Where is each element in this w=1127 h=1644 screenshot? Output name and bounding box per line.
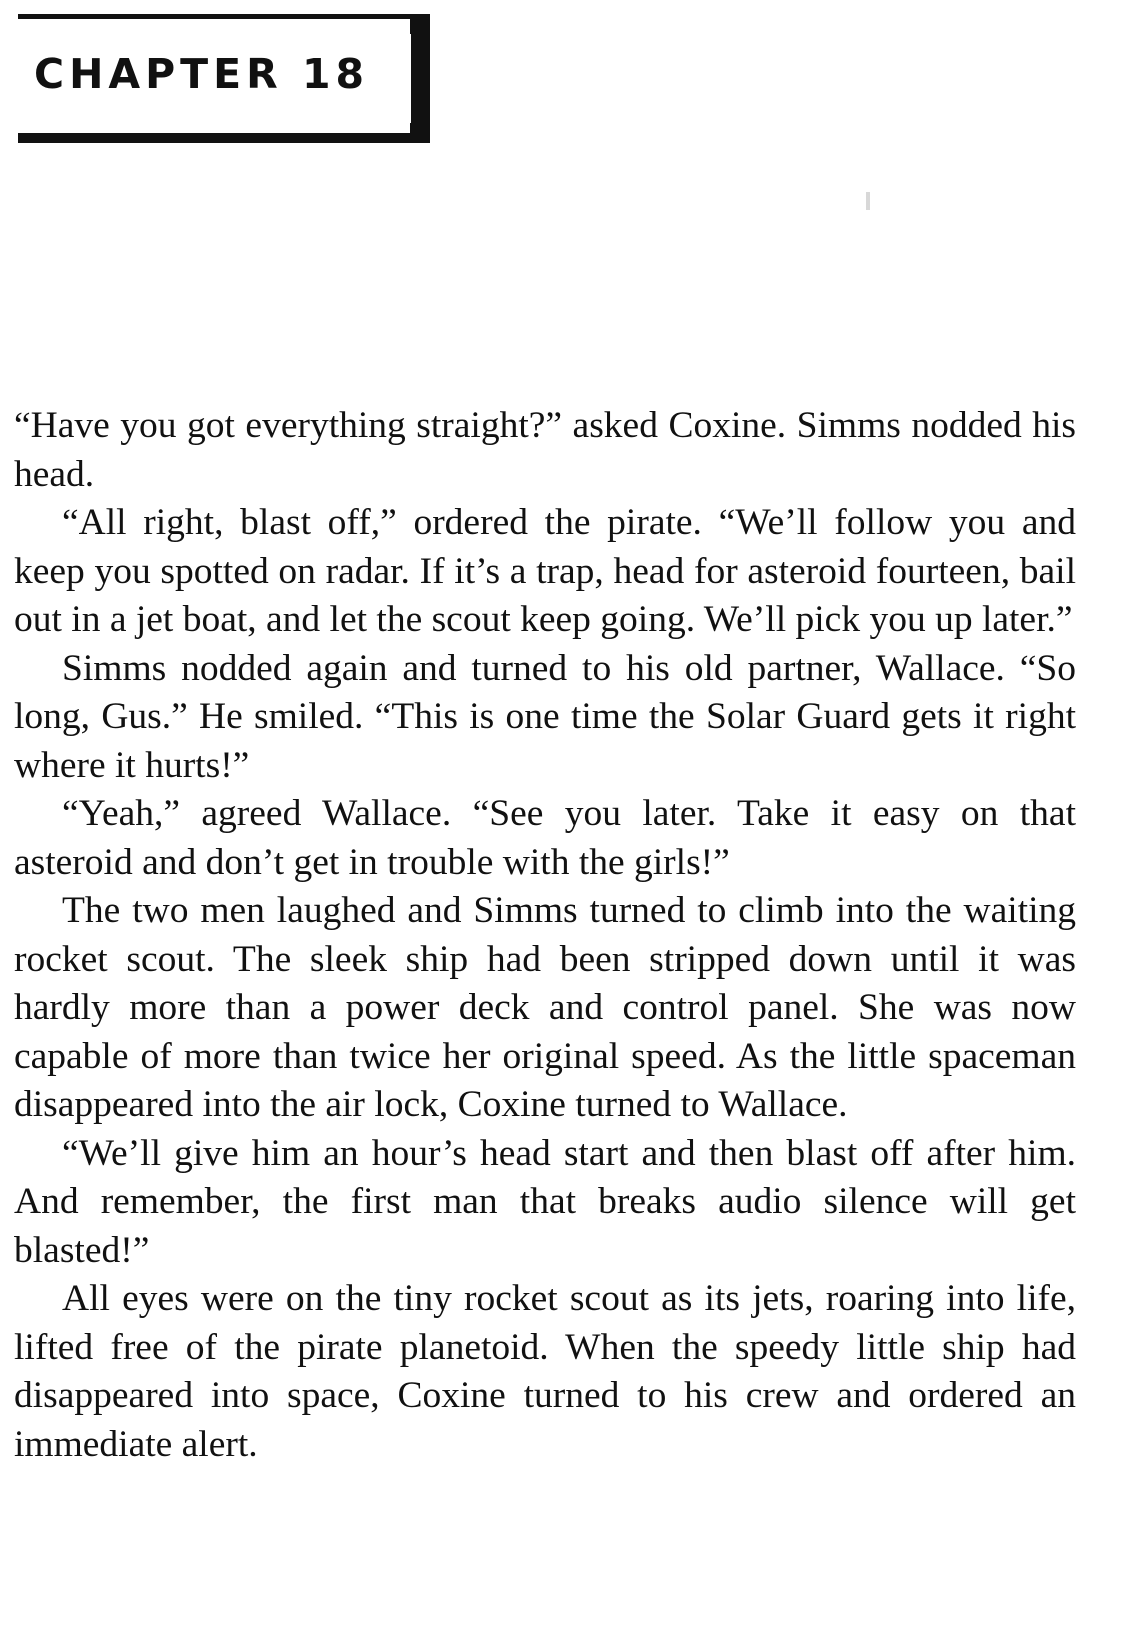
heading-bar-notch (403, 34, 411, 123)
paragraph: “Yeah,” agreed Wallace. “See you later. Take it easy on that asteroid and don’t get in trouble with the girls!” (14, 793, 1076, 883)
paragraph: Simms nodded again and turned to his old partner, Wallace. “So long, Gus.” He smiled. “This is one time the Solar Guard gets it right where it hurts!” (14, 647, 1076, 786)
heading-rule-bottom (18, 133, 430, 143)
heading-bar-right (410, 14, 430, 143)
paragraph: The two men laughed and Simms turned to climb into the waiting rocket scout. The sleek ship had been stripped down until it was hardly more than a power deck and control panel. She was now capable of more than twice her original speed. As the little spaceman disappeared into the air lock, Coxine turned to Wallace. (14, 890, 1076, 1125)
paragraph: “We’ll give him an hour’s head start and then blast off after him. And remember, the first man that breaks audio silence will get blasted!” (14, 1132, 1076, 1271)
heading-rule-top (18, 14, 430, 19)
body-text (14, 402, 1076, 1469)
paragraph: “All right, blast off,” ordered the pirate. “We’ll follow you and keep you spotted on radar. If it’s a trap, head for asteroid fourteen, bail out in a jet boat, and let the scout keep going. We’ll pick you up later.” (14, 502, 1076, 640)
scan-speck (866, 192, 870, 210)
paragraph: All eyes were on the tiny rocket scout as its jets, roaring into life, lifted free of the pirate planetoid. When the speedy little ship had disappeared into space, Coxine turned to his crew and ordered an immediate alert. (14, 1278, 1076, 1465)
chapter-heading-block (18, 14, 430, 138)
chapter-title: CHAPTER 18 (34, 50, 370, 98)
paragraph: “Have you got everything straight?” asked Coxine. Simms nodded his head. (14, 405, 1076, 495)
